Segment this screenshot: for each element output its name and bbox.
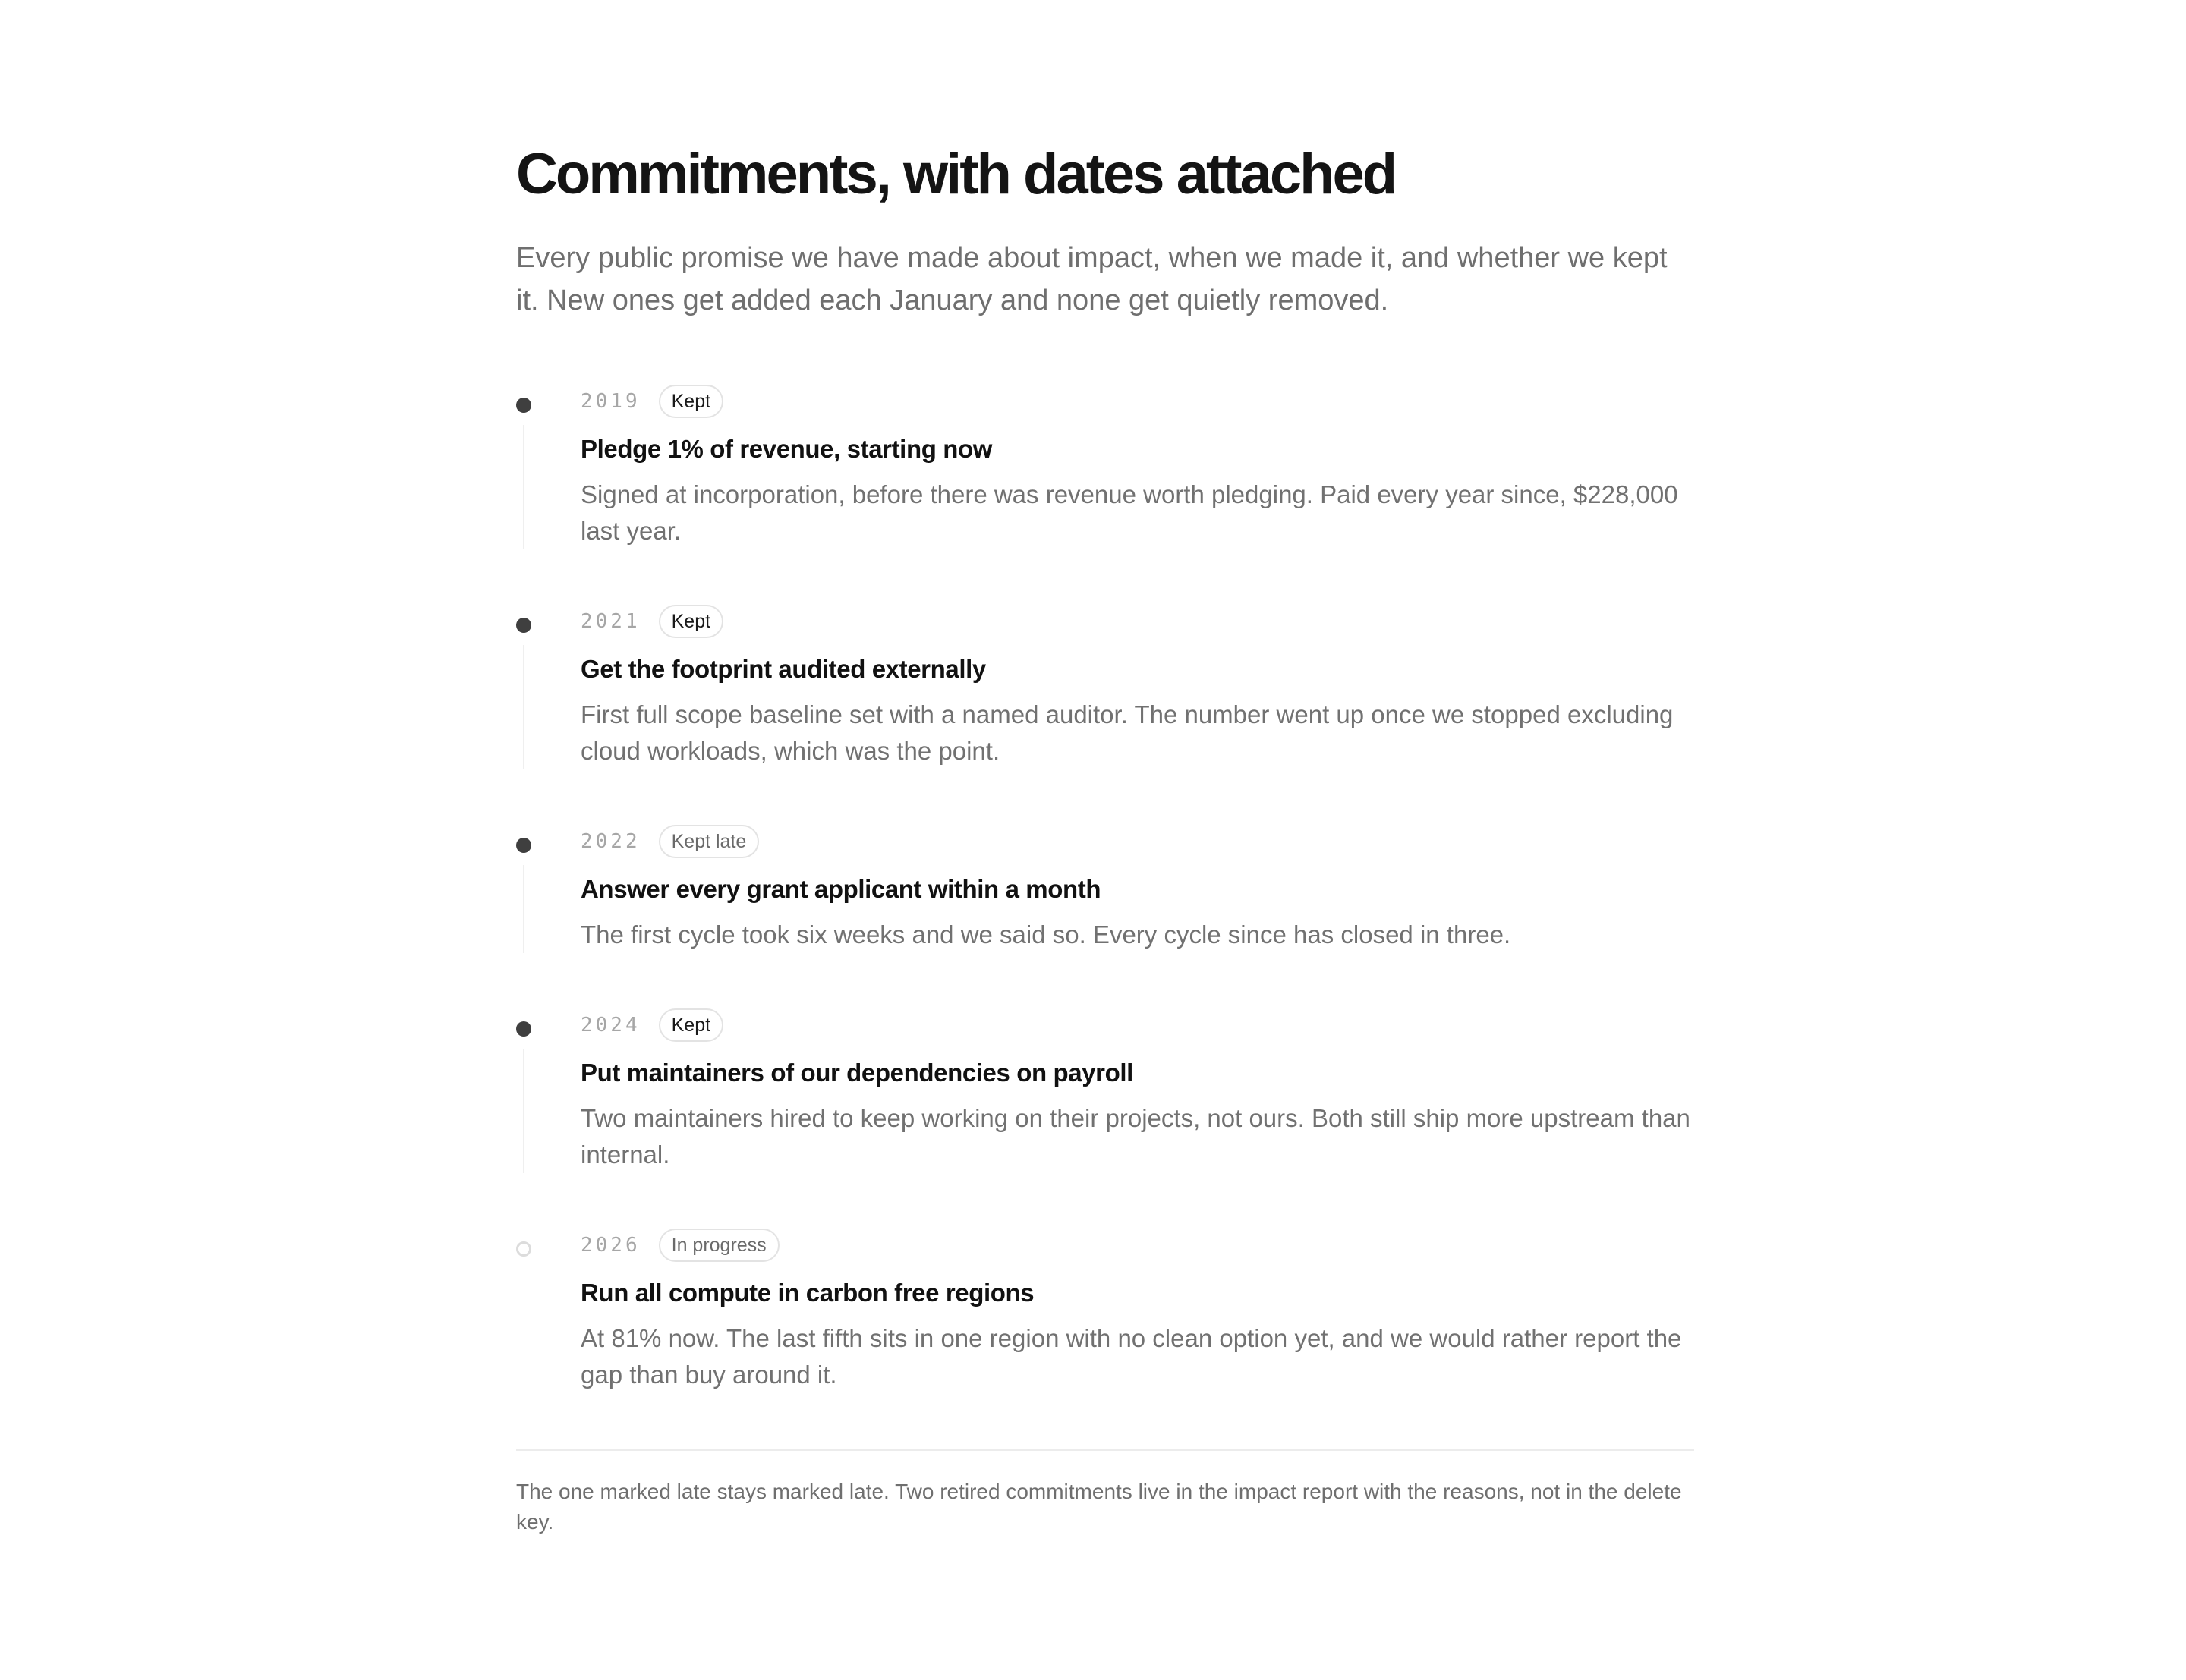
timeline-rail <box>523 1049 524 1173</box>
status-badge: Kept <box>659 605 723 638</box>
status-badge: Kept <box>659 1008 723 1042</box>
entry-description: The first cycle took six weeks and we said so. Every cycle since has closed in three. <box>581 920 1511 949</box>
entry-meta <box>581 606 1694 637</box>
page <box>516 0 1694 1537</box>
entry-year: 2024 <box>581 1013 641 1037</box>
entry-title: Pledge 1% of revenue, starting now <box>581 434 993 463</box>
timeline-entry <box>516 385 1694 549</box>
entry-meta <box>581 826 1694 857</box>
filled-dot-icon <box>516 838 531 853</box>
entry-meta <box>581 1229 1694 1261</box>
entry-title: Get the footprint audited externally <box>581 654 986 683</box>
entry-title: Run all compute in carbon free regions <box>581 1278 1035 1307</box>
footer-note: The one marked late stays marked late. Two retired commitments live in the impact report with the reasons, not in the delete key. <box>516 1479 1682 1534</box>
page-title: Commitments, with dates attached <box>516 142 1396 206</box>
footer-divider <box>516 1449 1694 1451</box>
timeline-rail <box>523 645 524 769</box>
filled-dot-icon <box>516 618 531 633</box>
entry-year: 2022 <box>581 829 641 853</box>
timeline-rail <box>523 425 524 549</box>
timeline-entry <box>516 606 1694 769</box>
entry-year: 2021 <box>581 609 641 633</box>
entry-meta <box>581 385 1694 417</box>
entry-description: At 81% now. The last fifth sits in one region with no clean option yet, and we would rather report the gap than buy around it. <box>581 1323 1682 1389</box>
status-badge: Kept <box>659 385 723 418</box>
entry-description: Signed at incorporation, before there was revenue worth pledging. Paid every year since, $228,000 last year. <box>581 480 1678 545</box>
timeline-rail <box>523 865 524 953</box>
entry-description: First full scope baseline set with a named auditor. The number went up once we stopped excluding cloud workloads, which was the point. <box>581 700 1674 765</box>
hollow-dot-icon <box>516 1241 531 1257</box>
status-badge: In progress <box>659 1229 780 1262</box>
filled-dot-icon <box>516 398 531 413</box>
timeline-entry <box>516 1229 1694 1393</box>
commitments-timeline <box>516 385 1694 1393</box>
entry-description: Two maintainers hired to keep working on their projects, not ours. Both still ship more upstream than internal. <box>581 1103 1690 1169</box>
entry-title: Put maintainers of our dependencies on payroll <box>581 1058 1133 1087</box>
page-subtitle: Every public promise we have made about impact, when we made it, and whether we kept it. New ones get added each January and none get quietly removed. <box>516 241 1668 316</box>
entry-title: Answer every grant applicant within a month <box>581 874 1101 903</box>
status-badge: Kept late <box>659 825 760 858</box>
timeline-entry <box>516 826 1694 953</box>
entry-meta <box>581 1009 1694 1041</box>
filled-dot-icon <box>516 1021 531 1037</box>
timeline-entry <box>516 1009 1694 1173</box>
entry-year: 2019 <box>581 389 641 413</box>
entry-year: 2026 <box>581 1233 641 1257</box>
